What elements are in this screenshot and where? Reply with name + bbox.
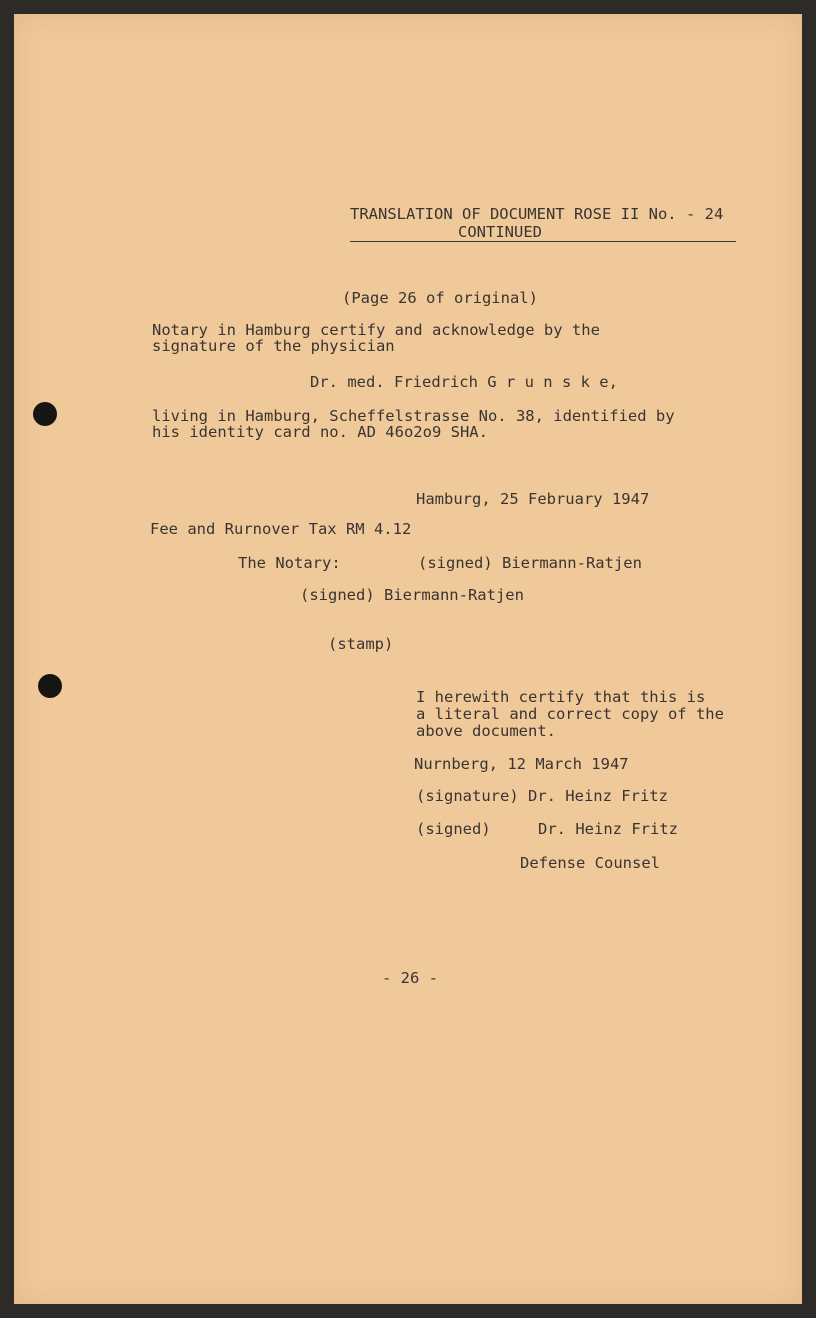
document-page [14, 14, 802, 1304]
place-date: Hamburg, 25 February 1947 [416, 490, 650, 508]
notary-label: The Notary: [238, 554, 341, 572]
document-header-continued: CONTINUED [458, 223, 542, 241]
certification-identity: his identity card no. AD 46o2o9 SHA. [152, 423, 488, 441]
page-number: - 26 - [382, 969, 438, 987]
fee-line: Fee and Rurnover Tax RM 4.12 [150, 520, 412, 538]
certification-line: signature of the physician [152, 337, 395, 355]
copy-certification-line: a literal and correct copy of the [416, 705, 724, 723]
second-signature: (signed) Biermann-Ratjen [300, 586, 524, 604]
page-of-original: (Page 26 of original) [342, 289, 538, 307]
counsel-signature: (signature) Dr. Heinz Fritz [416, 787, 668, 805]
punch-hole [38, 674, 62, 698]
copy-place-date: Nurnberg, 12 March 1947 [414, 755, 629, 773]
document-header-title: TRANSLATION OF DOCUMENT ROSE II No. - 24 [350, 205, 724, 223]
certification-line: Notary in Hamburg certify and acknowledge by the [152, 321, 600, 339]
notary-signature: (signed) Biermann-Ratjen [418, 554, 642, 572]
signed-name: Dr. Heinz Fritz [538, 820, 678, 838]
header-underline [350, 241, 736, 242]
copy-certification-line: I herewith certify that this is [416, 688, 706, 706]
punch-hole [33, 402, 57, 426]
copy-certification-line: above document. [416, 722, 556, 740]
signed-label: (signed) [416, 820, 491, 838]
physician-name: Dr. med. Friedrich G r u n s k e, [310, 373, 618, 391]
counsel-role: Defense Counsel [520, 854, 660, 872]
stamp-note: (stamp) [328, 635, 394, 653]
certification-address: living in Hamburg, Scheffelstrasse No. 38, identified by [152, 407, 675, 425]
